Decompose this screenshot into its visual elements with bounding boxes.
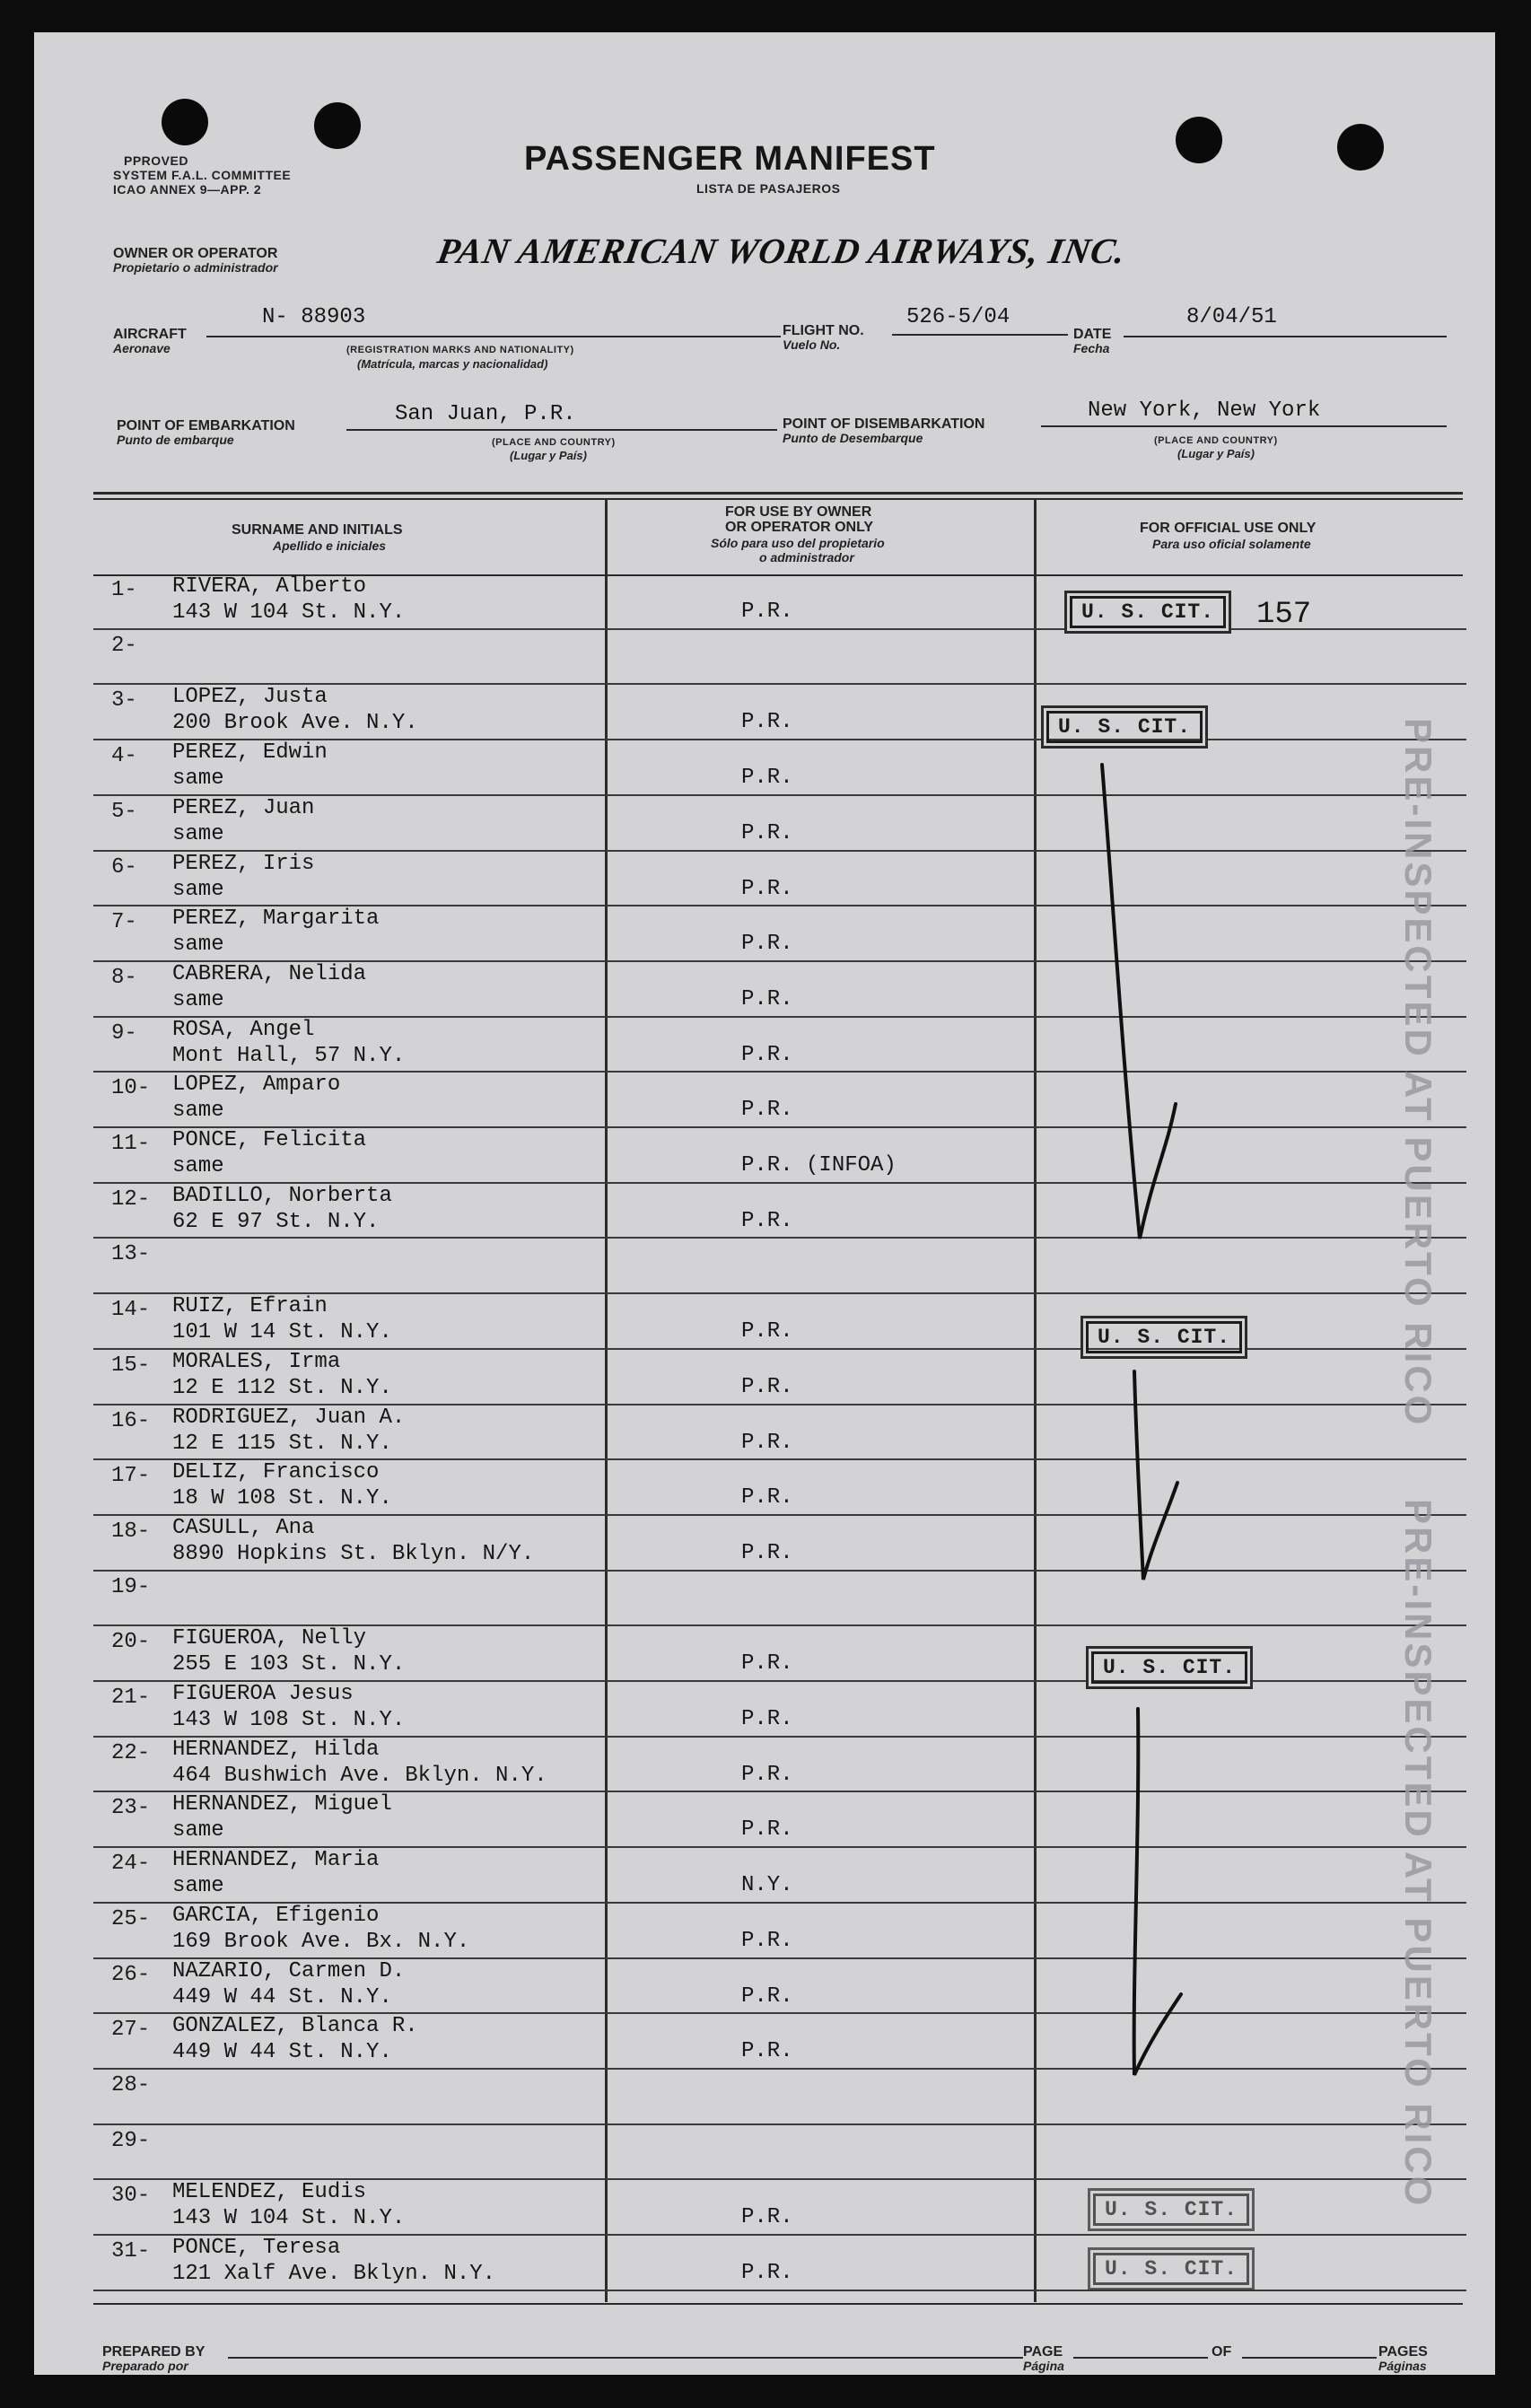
page-title: PASSENGER MANIFEST [524, 140, 936, 178]
col-header-official: FOR OFFICIAL USE ONLY [1140, 521, 1317, 536]
row-number: 7- [111, 910, 137, 935]
aircraft-label: AIRCRAFT [113, 327, 187, 342]
disembark-label-es: Punto de Desembarque [783, 431, 923, 445]
flight-underline [892, 334, 1068, 336]
official-count: 157 [1256, 598, 1312, 632]
passenger-name: CABRERA, Nelida [172, 961, 367, 986]
passenger-address: same [172, 766, 224, 792]
passenger-name: CASULL, Ana [172, 1515, 315, 1540]
row-number: 29- [111, 2128, 151, 2153]
passenger-address: 169 Brook Ave. Bx. N.Y. [172, 1929, 470, 1954]
row-rule [93, 2123, 1466, 2125]
passenger-name: PONCE, Felicita [172, 1128, 367, 1152]
passenger-address: same [172, 821, 224, 846]
passenger-name: PEREZ, Iris [172, 851, 315, 876]
aircraft-label-es: Aeronave [113, 341, 171, 355]
row-number: 8- [111, 965, 137, 990]
passenger-address: 143 W 104 St. N.Y. [172, 2206, 406, 2231]
col-header-operator-1: FOR USE BY OWNER [725, 504, 872, 520]
operator-note: P.R. [741, 766, 793, 791]
operator-note: P.R. [741, 1651, 793, 1677]
row-number: 27- [111, 2018, 151, 2043]
column-divider-1 [605, 498, 608, 2302]
operator-note: P.R. [741, 932, 793, 957]
passenger-address: 449 W 44 St. N.Y. [172, 1984, 392, 2010]
row-number: 26- [111, 1962, 151, 1987]
operator-note: P.R. [741, 1928, 793, 1953]
embark-hint-es: (Lugar y País) [510, 449, 587, 462]
operator-note: P.R. [741, 1485, 793, 1510]
embark-value: San Juan, P.R. [395, 402, 576, 426]
row-number: 18- [111, 1519, 151, 1544]
approval-line-2: SYSTEM F.A.L. COMMITTEE [113, 168, 292, 182]
of-label: OF [1212, 2344, 1232, 2360]
passenger-address: 18 W 108 St. N.Y. [172, 1486, 392, 1511]
row-number: 15- [111, 1353, 151, 1378]
page-label: PAGE [1023, 2344, 1063, 2360]
operator-note: P.R. [741, 1208, 793, 1233]
passenger-address: same [172, 987, 224, 1012]
passenger-address: same [172, 1099, 224, 1124]
pages-label: PAGES [1378, 2344, 1428, 2360]
date-value: 8/04/51 [1186, 305, 1277, 329]
punch-hole [314, 102, 361, 149]
operator-note: P.R. [741, 1319, 793, 1344]
passenger-address: 62 E 97 St. N.Y. [172, 1209, 380, 1234]
disembark-underline [1041, 425, 1447, 427]
table-top-rule [93, 492, 1463, 495]
row-number: 5- [111, 799, 137, 824]
row-number: 21- [111, 1686, 151, 1710]
row-number: 30- [111, 2184, 151, 2209]
row-number: 12- [111, 1186, 151, 1212]
aircraft-hint-es: (Matrícula, marcas y nacionalidad) [357, 357, 548, 371]
row-number: 14- [111, 1298, 151, 1323]
col-header-operator-2: OR OPERATOR ONLY [725, 520, 874, 535]
page-subtitle: LISTA DE PASAJEROS [696, 181, 841, 196]
operator-note: P.R. [741, 1042, 793, 1067]
row-rule [93, 2068, 1466, 2070]
passenger-name: HERNANDEZ, Hilda [172, 1737, 380, 1762]
passenger-name: PEREZ, Margarita [172, 906, 380, 932]
owner-label-es: Propietario o administrador [113, 260, 278, 275]
passenger-address: 255 E 103 St. N.Y. [172, 1652, 406, 1677]
row-rule [93, 2290, 1466, 2291]
row-rule [93, 1570, 1466, 1572]
operator-note: P.R. [741, 876, 793, 901]
row-number: 3- [111, 688, 137, 714]
table-top-rule-2 [93, 498, 1463, 500]
flight-label-es: Vuelo No. [783, 337, 841, 352]
passenger-name: GARCIA, Efigenio [172, 1903, 380, 1928]
flight-value: 526-5/04 [906, 305, 1010, 329]
row-number: 23- [111, 1796, 151, 1821]
aircraft-hint: (REGISTRATION MARKS AND NATIONALITY) [346, 345, 574, 355]
footer-top-rule [93, 2303, 1463, 2305]
row-number: 28- [111, 2072, 151, 2097]
passenger-address: same [172, 877, 224, 902]
date-label-es: Fecha [1073, 341, 1110, 355]
col-header-operator-es-1: Sólo para uso del propietario [711, 536, 885, 550]
preinspected-stamp: PRE-INSPECTED AT PUERTO RICO [1397, 718, 1439, 1428]
row-number: 13- [111, 1242, 151, 1267]
page-label-es: Página [1023, 2359, 1064, 2373]
passenger-address: 143 W 108 St. N.Y. [172, 1708, 406, 1732]
row-number: 25- [111, 1906, 151, 1931]
operator-note: P.R. [741, 1540, 793, 1565]
passenger-address: 464 Bushwich Ave. Bklyn. N.Y. [172, 1763, 547, 1788]
us-citizen-stamp: U. S. CIT. [1046, 711, 1203, 743]
passenger-name: MORALES, Irma [172, 1349, 341, 1374]
passenger-address: 449 W 44 St. N.Y. [172, 2040, 392, 2065]
approval-line-1: PPROVED [124, 153, 188, 168]
operator-note: P.R. [741, 2039, 793, 2064]
row-rule [93, 1237, 1466, 1239]
operator-note: P.R. [741, 986, 793, 1011]
passenger-address: 8890 Hopkins St. Bklyn. N/Y. [172, 1541, 535, 1566]
operator-note: P.R. [741, 1098, 793, 1123]
embark-underline [346, 429, 777, 431]
embark-label-es: Punto de embarque [117, 433, 234, 447]
operator-note: P.R. [741, 2205, 793, 2230]
operator-note: P.R. (INFOA) [741, 1153, 897, 1178]
page-underline [1073, 2357, 1208, 2359]
passenger-address: same [172, 1154, 224, 1178]
punch-hole [162, 99, 208, 145]
row-number: 1- [111, 578, 137, 602]
passenger-name: LOPEZ, Justa [172, 685, 328, 710]
row-number: 11- [111, 1132, 151, 1156]
date-label: DATE [1073, 327, 1112, 342]
disembark-label: POINT OF DISEMBARKATION [783, 416, 985, 432]
passenger-address: same [172, 933, 224, 958]
flight-label: FLIGHT NO. [783, 323, 864, 338]
disembark-hint-es: (Lugar y País) [1177, 447, 1255, 460]
prepared-by-underline [228, 2357, 1023, 2359]
operator-note: P.R. [741, 1707, 793, 1731]
pages-label-es: Páginas [1378, 2359, 1427, 2373]
operator-note: P.R. [741, 710, 793, 735]
of-underline [1242, 2357, 1377, 2359]
passenger-address: 101 W 14 St. N.Y. [172, 1320, 392, 1345]
us-citizen-stamp: U. S. CIT. [1070, 596, 1226, 628]
disembark-hint: (PLACE AND COUNTRY) [1154, 435, 1278, 446]
check-mark-icon [1113, 1366, 1203, 1590]
row-number: 24- [111, 1852, 151, 1877]
row-number: 9- [111, 1020, 137, 1046]
passenger-name: GONZALEZ, Blanca R. [172, 2014, 418, 2039]
passenger-address: 200 Brook Ave. N.Y. [172, 711, 418, 736]
prepared-by-label: PREPARED BY [102, 2344, 206, 2360]
passenger-name: DELIZ, Francisco [172, 1460, 380, 1485]
check-mark-icon [1113, 1702, 1212, 2088]
punch-hole [1176, 117, 1222, 163]
operator-note: P.R. [741, 1374, 793, 1399]
passenger-name: FIGUEROA, Nelly [172, 1626, 367, 1651]
passenger-name: MELENDEZ, Eudis [172, 2180, 367, 2205]
owner-label: OWNER OR OPERATOR [113, 246, 278, 261]
column-divider-2 [1034, 498, 1037, 2302]
operator-note: P.R. [741, 1983, 793, 2009]
passenger-name: RIVERA, Alberto [172, 574, 367, 599]
passenger-address: same [172, 1818, 224, 1843]
passenger-address: 143 W 104 St. N.Y. [172, 600, 406, 625]
owner-value: PAN AMERICAN WORLD AIRWAYS, INC. [434, 231, 1130, 271]
row-number: 17- [111, 1464, 151, 1489]
operator-note: P.R. [741, 1817, 793, 1843]
aircraft-underline [206, 336, 781, 337]
operator-note: P.R. [741, 1430, 793, 1455]
embark-label: POINT OF EMBARKATION [117, 418, 295, 433]
passenger-name: PEREZ, Juan [172, 795, 315, 820]
embark-hint: (PLACE AND COUNTRY) [492, 437, 616, 448]
passenger-name: RODRIGUEZ, Juan A. [172, 1405, 406, 1430]
row-number: 19- [111, 1574, 151, 1599]
passenger-address: 121 Xalf Ave. Bklyn. N.Y. [172, 2262, 496, 2286]
check-mark-icon [1077, 754, 1203, 1257]
operator-note: N.Y. [741, 1873, 793, 1898]
us-citizen-stamp: U. S. CIT. [1093, 2193, 1249, 2226]
us-citizen-stamp: U. S. CIT. [1091, 1651, 1247, 1684]
passenger-name: HERNANDEZ, Miguel [172, 1792, 392, 1817]
passenger-name: NAZARIO, Carmen D. [172, 1958, 406, 1983]
row-number: 10- [111, 1076, 151, 1101]
passenger-address: 12 E 115 St. N.Y. [172, 1431, 392, 1456]
operator-note: P.R. [741, 820, 793, 845]
punch-hole [1337, 124, 1384, 171]
operator-note: P.R. [741, 2261, 793, 2285]
row-number: 2- [111, 633, 137, 658]
passenger-name: ROSA, Angel [172, 1017, 315, 1042]
passenger-name: HERNANDEZ, Maria [172, 1848, 380, 1873]
approval-line-3: ICAO ANNEX 9—APP. 2 [113, 182, 262, 197]
passenger-address: 12 E 112 St. N.Y. [172, 1375, 392, 1400]
operator-note: P.R. [741, 1762, 793, 1787]
row-number: 22- [111, 1740, 151, 1765]
passenger-name: RUIZ, Efrain [172, 1294, 328, 1319]
prepared-by-label-es: Preparado por [102, 2359, 188, 2373]
us-citizen-stamp: U. S. CIT. [1093, 2253, 1249, 2285]
passenger-name: BADILLO, Norberta [172, 1183, 392, 1208]
col-header-official-es: Para uso oficial solamente [1152, 537, 1311, 551]
passenger-name: PONCE, Teresa [172, 2236, 341, 2260]
preinspected-stamp: PRE-INSPECTED AT PUERTO RICO [1397, 1499, 1439, 2209]
passenger-name: PEREZ, Edwin [172, 740, 328, 766]
row-number: 6- [111, 854, 137, 880]
passenger-address: same [172, 1874, 224, 1899]
aircraft-value: N- 88903 [262, 305, 366, 329]
passenger-name: LOPEZ, Amparo [172, 1073, 341, 1098]
row-number: 4- [111, 744, 137, 769]
disembark-value: New York, New York [1088, 398, 1321, 423]
passenger-address: Mont Hall, 57 N.Y. [172, 1043, 406, 1068]
col-header-surname-es: Apellido e iniciales [273, 539, 387, 553]
row-number: 20- [111, 1630, 151, 1655]
operator-note: P.R. [741, 600, 793, 624]
us-citizen-stamp: U. S. CIT. [1086, 1321, 1242, 1353]
date-underline [1124, 336, 1447, 337]
col-header-operator-es-2: o administrador [759, 550, 854, 565]
passenger-name: FIGUEROA Jesus [172, 1682, 354, 1706]
row-number: 31- [111, 2239, 151, 2264]
row-number: 16- [111, 1408, 151, 1433]
col-header-surname: SURNAME AND INITIALS [232, 522, 403, 538]
